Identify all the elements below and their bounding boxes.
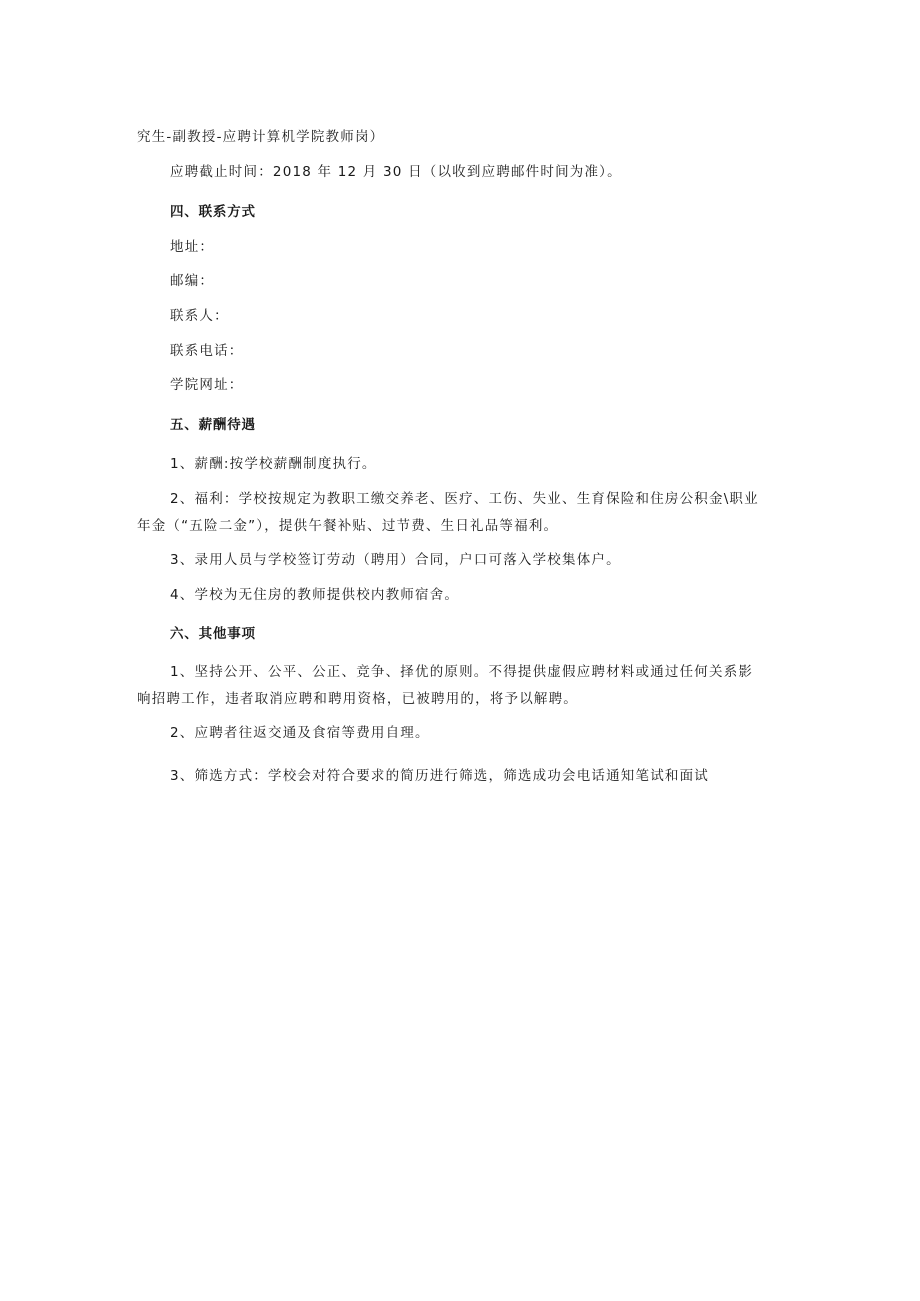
postcode-label: 邮编： [170, 273, 215, 289]
address-label: 地址： [170, 239, 215, 255]
section6-heading: 六、其他事项 [170, 626, 256, 642]
continuation-text: 究生-副教授-应聘计算机学院教师岗） [137, 129, 385, 145]
benefits-item-line1: 2、福利：学校按规定为教职工缴交养老、医疗、工伤、失业、生育保险和住房公积金\职业 [170, 491, 759, 507]
salary-item: 1、薪酬:按学校薪酬制度执行。 [170, 456, 377, 472]
website-label: 学院网址： [170, 377, 244, 393]
principle-item-line1: 1、坚持公开、公平、公正、竞争、择优的原则。不得提供虚假应聘材料或通过任何关系影 [170, 664, 754, 680]
benefits-item-line2: 年金（“五险二金”），提供午餐补贴、过节费、生日礼品等福利。 [137, 518, 559, 534]
contact-person-label: 联系人： [170, 308, 229, 324]
principle-item-line2: 响招聘工作，违者取消应聘和聘用资格，已被聘用的，将予以解聘。 [137, 691, 578, 707]
section4-heading: 四、联系方式 [170, 204, 256, 220]
dormitory-item: 4、学校为无住房的教师提供校内教师宿舍。 [170, 587, 460, 603]
travel-expense-item: 2、应聘者往返交通及食宿等费用自理。 [170, 725, 430, 741]
deadline-text: 应聘截止时间：2018 年 12 月 30 日（以收到应聘邮件时间为准）。 [170, 164, 622, 180]
section5-heading: 五、薪酬待遇 [170, 417, 256, 433]
screening-item: 3、筛选方式：学校会对符合要求的简历进行筛选，筛选成功会电话通知笔试和面试 [170, 768, 709, 784]
contract-item: 3、录用人员与学校签订劳动（聘用）合同，户口可落入学校集体户。 [170, 552, 621, 568]
phone-label: 联系电话： [170, 343, 244, 359]
